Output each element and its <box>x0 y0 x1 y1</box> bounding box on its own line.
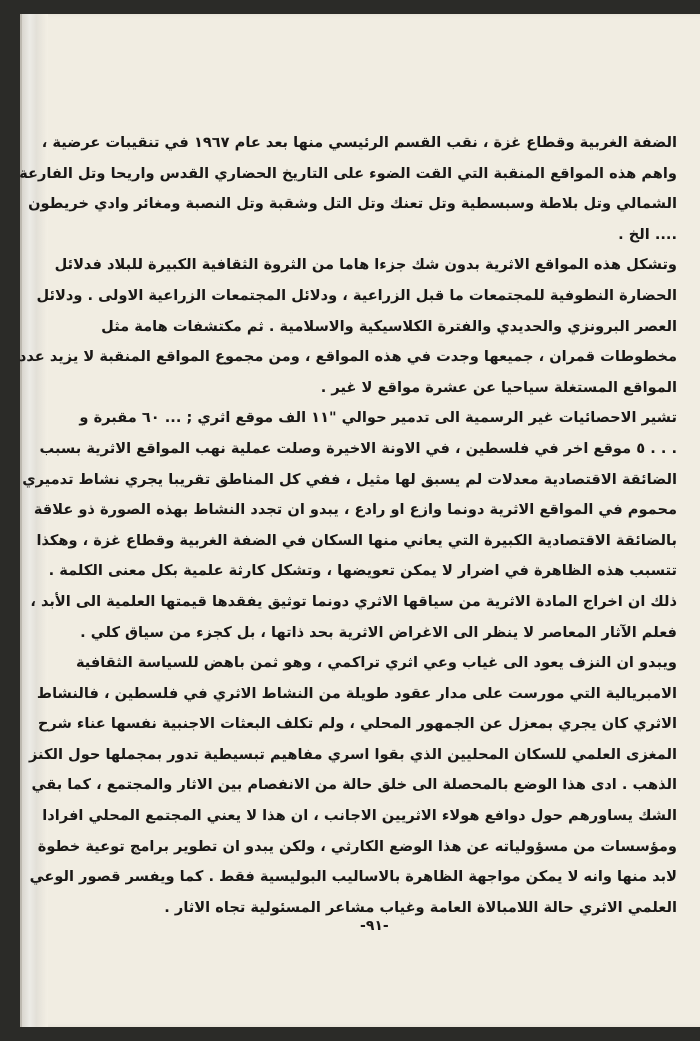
text-line: مخطوطات قمران ، جميعها وجدت في هذه المواقع ، ومن مجموع المواقع المنقبة لا يزيد عدد <box>18 348 677 366</box>
text-line: ويبدو ان النزف يعود الى غياب وعي اثري تراكمي ، وهو ثمن باهض للسياسة الثقافية <box>75 654 677 672</box>
text-line: . . . ٥ موقع اخر في فلسطين ، في الاونة الاخيرة وصلت عملية نهب المواقع الاثرية بسبب <box>39 439 677 457</box>
text-line: وتشكل هذه المواقع الاثرية بدون شك جزءا هاما من الثروة الثقافية الكبيرة للبلاد فدلائل <box>54 256 677 274</box>
text-line: الضفة الغربية وقطاع غزة ، نقب القسم الرئيسي منها بعد عام ١٩٦٧ في تنقيبات عرضية ، <box>41 134 677 151</box>
text-line: ومؤسسات من مسؤولياته عن هذا الوضع الكارثي ، ولكن يبدو ان تطوير برامج توعية خطوة <box>37 837 677 855</box>
text-line: محموم في المواقع الاثرية دونما وازع او رادع ، يبدو ان تجدد النشاط بهذه الصورة ذو علاقة <box>33 501 677 519</box>
text-line: العصر البرونزي والحديدي والفترة الكلاسيكية والاسلامية . ثم مكتشفات هامة مثل <box>101 317 677 335</box>
text-line: المواقع المستغلة سياحيا عن عشرة مواقع لا غير . <box>320 378 677 396</box>
text-line: لابد منها وانه لا يمكن مواجهة الظاهرة بالاساليب البوليسية فقط . كما ويفسر قصور الوعي <box>29 868 677 886</box>
text-line: العلمي الاثري حالة اللامبالاة العامة وغياب مشاعر المسئولية تجاه الاثار . <box>164 898 677 916</box>
text-line: المغزى العلمي للسكان المحليين الذي بقوا اسري مفاهيم تبسيطية تدور بمجملها حول الكنز <box>28 745 677 763</box>
text-line: الضائقة الاقتصادية معدلات لم يسبق لها مثيل ، ففي كل المناطق تقريبا يجري نشاط تدميري <box>22 470 677 488</box>
text-line: الذهب . ادى هذا الوضع بالمحصلة الى خلق حالة من الانفصام بين الاثار والمجتمع ، كما بقي <box>31 776 677 794</box>
text-line: بالضائقة الاقتصادية الكبيرة التي يعاني منها السكان في الضفة الغربية وقطاع غزة ، وهكذا <box>36 531 677 549</box>
text-line: تتسبب هذه الظاهرة في اضرار لا يمكن تعويضها ، وتشكل كارثة علمية بكل معنى الكلمة . <box>48 562 677 580</box>
text-line: ذلك ان اخراج المادة الاثرية من سياقها الاثري دونما توثيق يفقدها قيمتها العلمية الى الأبد ، <box>30 592 677 610</box>
body-text <box>18 128 677 923</box>
text-line: .... الخ . <box>618 225 677 243</box>
text-line: الاثري كان يجري بمعزل عن الجمهور المحلي ، ولم تكلف البعثات الاجنبية نفسها عناء شرح <box>37 715 677 733</box>
text-line: تشير الاحصائيات غير الرسمية الى تدمير حوالي "١١ الف موقع اثري ; ... ٦٠ مقبرة و <box>79 409 677 427</box>
text-line: الحضارة النطوفية للمجتمعات ما قبل الزراعية ، ودلائل المجتمعات الزراعية الاولى . ودلائل <box>36 286 677 304</box>
page-number: -٩١- <box>360 918 389 934</box>
text-line: واهم هذه المواقع المنقبة التي القت الضوء على التاريخ الحضاري القدس واريحا وتل الفارعة <box>19 164 677 182</box>
text-line: فعلم الآثار المعاصر لا ينظر الى الاغراض الاثرية بحد ذاتها ، بل كجزء من سياق كلي . <box>80 623 677 641</box>
text-line: الشك يساورهم حول دوافع هولاء الاثريين الاجانب ، ان هذا لا يعني المجتمع المحلي افرادا <box>42 807 677 825</box>
text-line: الامبريالية التي مورست على مدار عقود طويلة من النشاط الاثري في فلسطين ، فالنشاط <box>36 684 677 702</box>
text-line: الشمالي وتل بلاطة وسبسطية وتل تعنك وتل التل وشقبة وتل النصبة ومغائر وادي خريطون <box>28 195 677 213</box>
